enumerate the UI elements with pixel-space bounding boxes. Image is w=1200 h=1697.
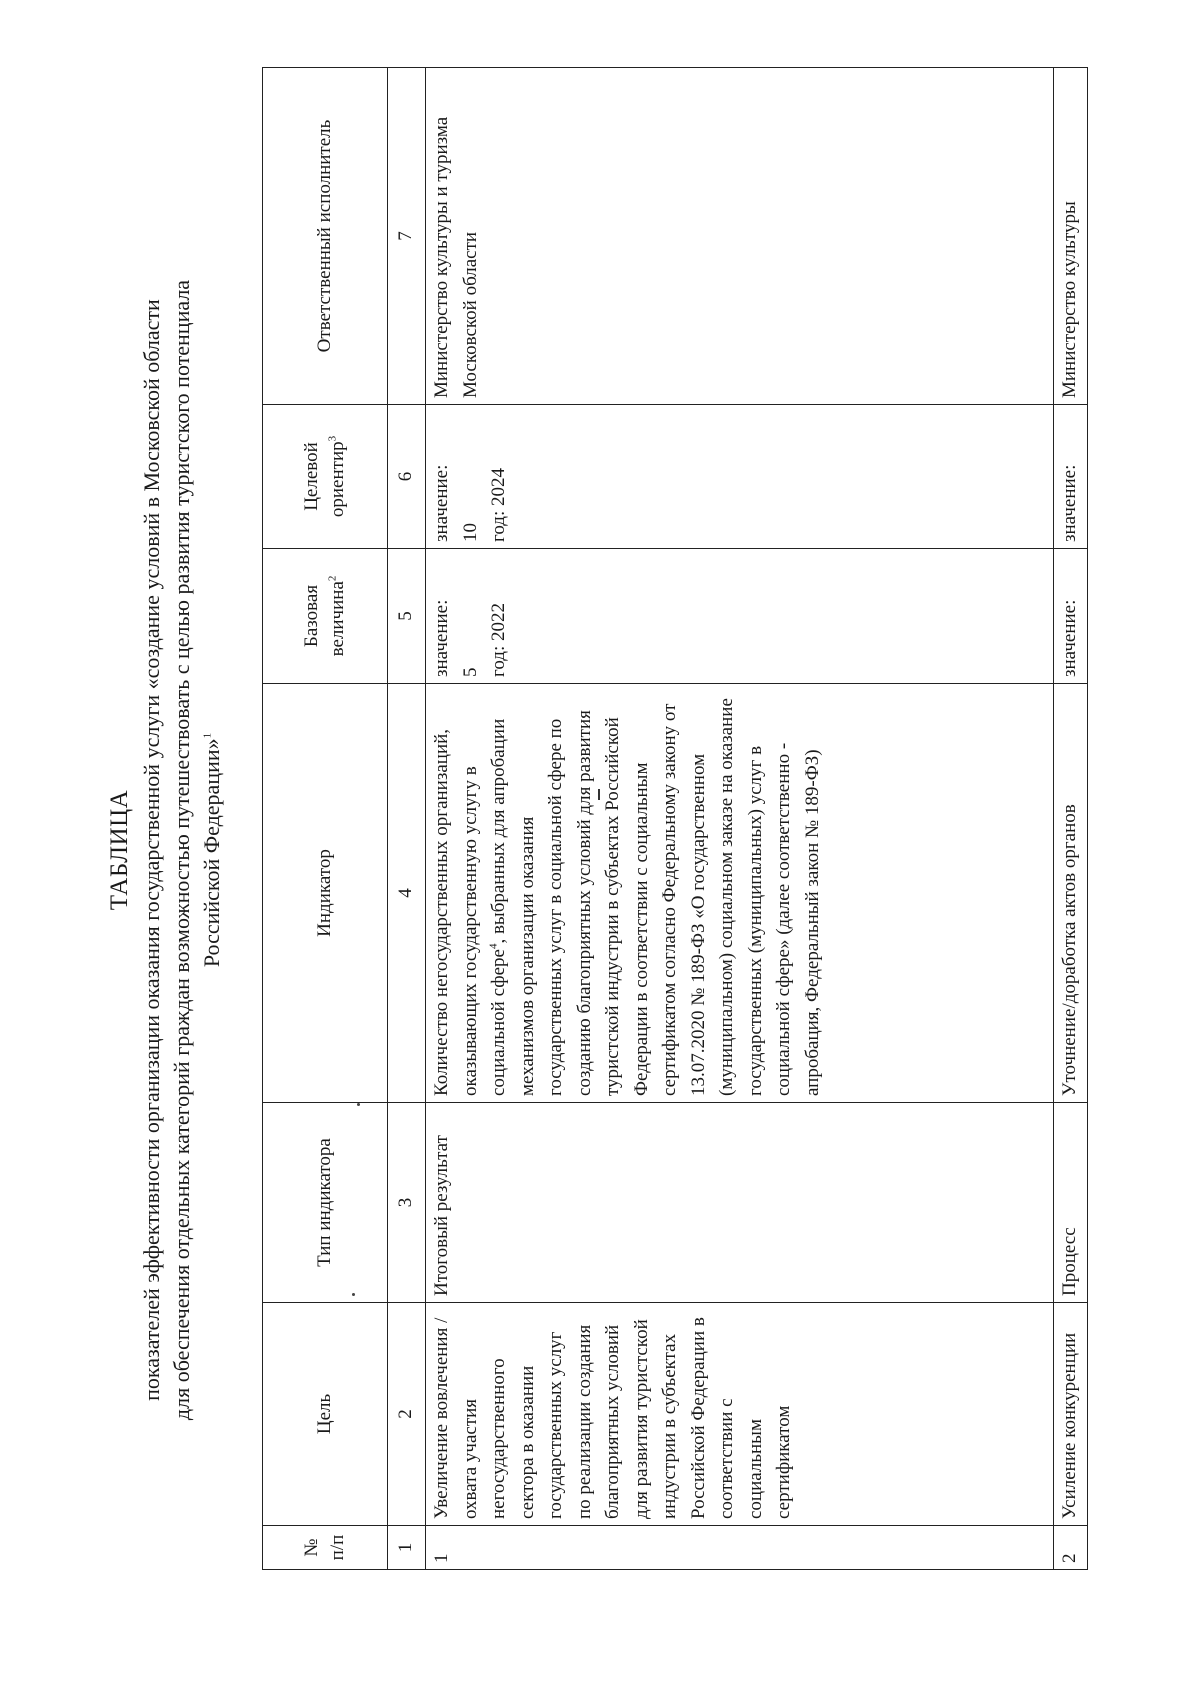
row-indicator-footnote: 4 (487, 943, 500, 950)
subtitle-line-1: показателей эффективности организации оказания государственной услуги «создание условий в Московской области (139, 299, 164, 1401)
header-row (263, 68, 388, 1570)
column-number: 4 (388, 684, 426, 1103)
row-goal: Увеличение вовлечения / охвата участия негосударственного сектора в оказании государственных услуг по реализации создания благоприятных условий для развития туристской индустрии в субъектах Российской Федерации в соответствии с социальным сертификатом (426, 1303, 1054, 1526)
header-indicator: Индикатор (263, 684, 388, 1103)
row-target: значение: (1054, 405, 1088, 549)
header-base-footnote: 2 (326, 575, 339, 582)
subtitle-line-2: для обеспечения отдельных категорий граждан возможностью путешествовать с целью развития туристского потенциала (169, 279, 194, 1421)
subtitle-footnote: 1 (201, 732, 214, 739)
header-num: № п/п (263, 1526, 388, 1570)
header-target-text: Целевой ориентир (301, 441, 348, 518)
subtitle-line-3 (197, 60, 227, 1640)
header-type: Тип индикатора (263, 1103, 388, 1303)
column-number: 2 (388, 1303, 426, 1526)
indicators-table (262, 67, 1088, 1570)
row-indicator-part1: Количество негосударственных организаций, оказывающих государственную услугу в социальной сфере (431, 728, 509, 1096)
header-goal: Цель (263, 1303, 388, 1526)
header-target (263, 405, 388, 549)
row-indicator (426, 684, 1054, 1103)
document-title: ТАБЛИЦА (106, 789, 133, 911)
subtitle-line-3-text: Российской Федерации» (199, 738, 224, 968)
row-type: Процесс (1054, 1103, 1088, 1303)
row-goal: Усиление конкуренции (1054, 1303, 1088, 1526)
column-number: 1 (388, 1526, 426, 1570)
row-responsible: Министерство культуры (1054, 68, 1088, 405)
column-number: 3 (388, 1103, 426, 1303)
row-base: значение: 5 год: 2022 (426, 549, 1054, 684)
header-base-text: Базовая величина (301, 581, 348, 657)
row-num: 2 (1054, 1526, 1088, 1570)
rotated-page-content (105, 60, 1105, 1640)
header-target-footnote: 3 (326, 435, 339, 442)
table-row (426, 68, 1054, 1570)
row-type: Итоговый результат (426, 1103, 1054, 1303)
row-indicator-part2: , выбранных для апробации механизмов организации оказания государственных услуг в социальной сфере по созданию благоприятных условий для развития туристской индустрии в субъектах Российской Федерации в соответствии с социальным сертификатом согласно Федеральному закону от 13.07.2020 № 189-ФЗ «О государственном (муниципальном) социальном заказе на оказание государственных (муниципальных) услуг в социальной сфере» (далее соответственно - апробация, Федеральный закон № 189-ФЗ) (488, 698, 823, 1096)
table-row (1054, 68, 1088, 1570)
row-base: значение: (1054, 549, 1088, 684)
header-base (263, 549, 388, 684)
column-number: 7 (388, 68, 426, 405)
row-indicator: Уточнение/доработка актов органов (1054, 684, 1088, 1103)
column-number-row (388, 68, 426, 1570)
column-number: 5 (388, 549, 426, 684)
header-responsible: Ответственный исполнитель (263, 68, 388, 405)
row-target: значение: 10 год: 2024 (426, 405, 1054, 549)
title-block (105, 60, 227, 1640)
row-responsible: Министерство культуры и туризма Московской области (426, 68, 1054, 405)
row-num: 1 (426, 1526, 1054, 1570)
column-number: 6 (388, 405, 426, 549)
